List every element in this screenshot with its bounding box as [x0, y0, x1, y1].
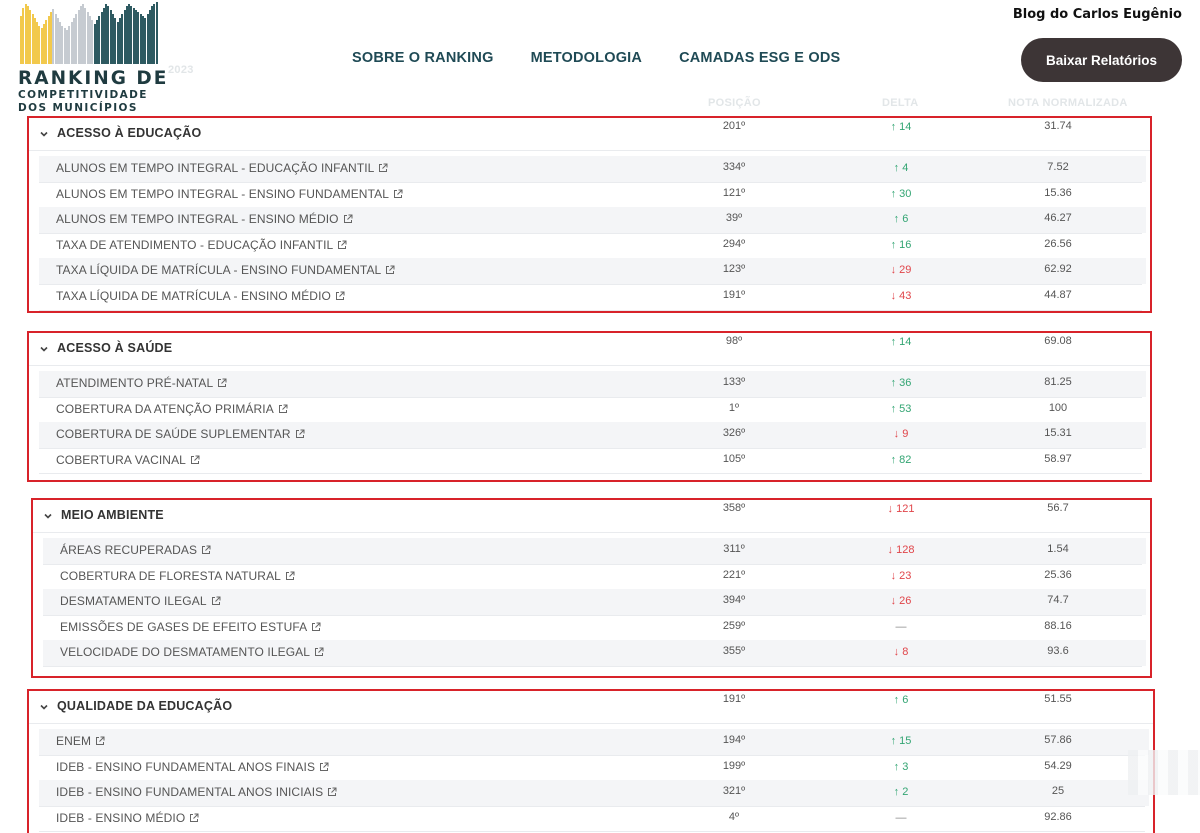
- indicator-position: 194º: [722, 734, 746, 746]
- indicator-score: 15.31: [1044, 427, 1072, 440]
- external-link-icon[interactable]: [337, 240, 347, 250]
- indicator-label: EMISSÕES DE GASES DE EFEITO ESTUFA: [60, 619, 308, 634]
- external-link-icon[interactable]: [278, 404, 288, 414]
- row-divider: [43, 666, 1142, 667]
- external-link-icon[interactable]: [378, 163, 388, 173]
- external-link-icon[interactable]: [189, 813, 199, 823]
- external-link-icon[interactable]: [217, 378, 227, 388]
- indicator-variation: [866, 786, 936, 798]
- external-link-icon[interactable]: [327, 787, 337, 797]
- arrow-down-icon: ↓: [887, 503, 894, 515]
- section-title: QUALIDADE DA EDUCAÇÃO: [57, 699, 233, 713]
- arrow-up-icon: ↑: [890, 238, 897, 251]
- indicator-variation-value: —: [895, 620, 907, 633]
- section-score: 56.7: [1047, 502, 1069, 514]
- arrow-up-icon: ↑: [893, 694, 900, 706]
- ranking-section: [27, 331, 1152, 482]
- table-row[interactable]: [39, 422, 1146, 448]
- indicator-variation: [866, 213, 936, 225]
- indicator-name[interactable]: [56, 263, 395, 277]
- indicator-score: 88.16: [1044, 619, 1072, 632]
- indicator-score: 46.27: [1044, 212, 1072, 225]
- indicator-variation-value: 2: [902, 786, 909, 799]
- indicator-position: 259º: [722, 619, 746, 632]
- indicator-variation-value: 4: [902, 162, 909, 174]
- arrow-up-icon: ↑: [893, 760, 900, 773]
- indicator-position: 311º: [723, 543, 745, 555]
- external-link-icon[interactable]: [343, 214, 353, 224]
- indicator-score: 44.87: [1044, 289, 1072, 301]
- indicator-variation-value: 36: [899, 377, 912, 389]
- indicator-label: TAXA DE ATENDIMENTO - EDUCAÇÃO INFANTIL: [56, 237, 334, 252]
- logo[interactable]: [18, 2, 169, 120]
- indicator-position: 121º: [722, 186, 746, 199]
- indicator-name[interactable]: [56, 811, 199, 825]
- chevron-down-icon[interactable]: [43, 508, 53, 518]
- logo-text: [18, 69, 168, 114]
- row-divider: [39, 473, 1142, 474]
- section-header[interactable]: [29, 691, 1153, 727]
- table-row[interactable]: [39, 729, 1149, 755]
- indicator-name[interactable]: [60, 569, 295, 583]
- indicator-variation: [866, 812, 936, 824]
- indicator-name[interactable]: [56, 427, 305, 441]
- indicator-name[interactable]: [56, 760, 329, 774]
- indicator-position: 394º: [722, 594, 746, 607]
- indicator-variation-value: 128: [896, 544, 915, 556]
- external-link-icon[interactable]: [285, 571, 295, 581]
- indicator-label: ALUNOS EM TEMPO INTEGRAL - ENSINO MÉDIO: [56, 212, 339, 227]
- nav-metodologia[interactable]: METODOLOGIA: [530, 50, 643, 66]
- indicator-name[interactable]: [56, 238, 347, 252]
- section-variation-value: 14: [899, 121, 912, 133]
- row-divider: [39, 831, 1145, 832]
- arrow-up-icon: ↑: [890, 336, 897, 348]
- table-row[interactable]: [39, 806, 1149, 832]
- external-link-icon[interactable]: [393, 189, 403, 199]
- indicator-position: 105º: [722, 452, 746, 465]
- indicator-position: 221º: [722, 568, 746, 581]
- indicator-label: COBERTURA VACINAL: [56, 452, 186, 467]
- faded-col-position: POSIÇÃO: [708, 97, 761, 109]
- indicator-score: 15.36: [1044, 186, 1072, 199]
- indicator-label: ATENDIMENTO PRÉ-NATAL: [56, 376, 214, 390]
- external-link-icon[interactable]: [190, 455, 200, 465]
- section-variation: [866, 336, 936, 348]
- indicator-variation-value: 23: [899, 569, 912, 582]
- indicator-variation: [866, 621, 936, 633]
- indicator-score: 25.36: [1044, 568, 1072, 581]
- indicator-name[interactable]: [56, 161, 388, 175]
- indicator-variation: [866, 162, 936, 174]
- indicator-variation: [866, 595, 936, 607]
- ranking-section: [31, 498, 1152, 678]
- section-divider: [29, 365, 1150, 366]
- table-row[interactable]: [39, 448, 1146, 474]
- indicator-name[interactable]: [60, 594, 221, 608]
- arrow-up-icon: ↑: [893, 786, 900, 799]
- indicator-label: TAXA LÍQUIDA DE MATRÍCULA - ENSINO FUNDAMENTAL: [56, 263, 382, 278]
- section-position: 98º: [725, 335, 743, 347]
- section-score: 51.55: [1044, 693, 1072, 705]
- indicator-label: COBERTURA DA ATENÇÃO PRIMÁRIA: [56, 401, 274, 416]
- indicator-name[interactable]: [56, 785, 337, 799]
- blog-watermark: Blog do Carlos Eugênio: [1012, 7, 1182, 22]
- indicator-name[interactable]: [60, 620, 321, 634]
- section-position: 191º: [722, 693, 746, 705]
- indicator-label: ALUNOS EM TEMPO INTEGRAL - ENSINO FUNDAMENTAL: [56, 186, 389, 201]
- indicator-position: 39º: [725, 212, 743, 225]
- indicator-label: DESMATAMENTO ILEGAL: [60, 594, 207, 609]
- indicator-variation: [866, 428, 936, 440]
- section-title: ACESSO À EDUCAÇÃO: [57, 126, 202, 140]
- indicator-variation-value: 16: [899, 238, 912, 251]
- indicator-position: 321º: [722, 785, 746, 798]
- indicator-variation-value: 3: [902, 760, 909, 773]
- table-row[interactable]: [39, 397, 1146, 423]
- table-row[interactable]: [39, 371, 1146, 397]
- indicator-variation-value: 30: [899, 187, 912, 200]
- table-row[interactable]: [43, 589, 1146, 615]
- section-divider: [29, 150, 1150, 151]
- section-variation-value: 6: [902, 694, 909, 706]
- indicator-position: 123º: [722, 263, 746, 276]
- indicator-position: 133º: [722, 376, 746, 388]
- indicator-label: ALUNOS EM TEMPO INTEGRAL - EDUCAÇÃO INFANTIL: [56, 161, 375, 175]
- indicator-variation-value: 6: [902, 213, 909, 226]
- indicator-score: 100: [1048, 401, 1068, 414]
- indicator-score: 93.6: [1047, 645, 1069, 658]
- indicator-variation-value: —: [895, 811, 907, 824]
- table-row[interactable]: [39, 156, 1146, 182]
- logo-line-1: RANKING DE: [18, 68, 169, 89]
- arrow-up-icon: ↑: [890, 377, 897, 389]
- arrow-down-icon: ↓: [890, 569, 897, 582]
- arrow-up-icon: ↑: [893, 213, 900, 226]
- section-title: MEIO AMBIENTE: [61, 508, 164, 522]
- table-row[interactable]: [43, 538, 1146, 564]
- logo-bar: [156, 2, 158, 64]
- external-link-icon[interactable]: [385, 265, 395, 275]
- indicator-variation: [866, 377, 936, 389]
- indicator-variation: [866, 403, 936, 415]
- indicator-label: IDEB - ENSINO MÉDIO: [56, 810, 186, 825]
- section-divider: [33, 532, 1150, 533]
- arrow-up-icon: ↑: [890, 187, 897, 200]
- indicator-score: 54.29: [1044, 759, 1072, 772]
- indicator-name[interactable]: [56, 187, 403, 201]
- nav-sobre-o-ranking[interactable]: SOBRE O RANKING: [352, 50, 494, 66]
- chevron-down-icon[interactable]: [39, 699, 49, 709]
- nav-camadas-esg-ods[interactable]: CAMADAS ESG E ODS: [679, 50, 841, 66]
- arrow-up-icon: ↑: [890, 121, 897, 133]
- indicator-name[interactable]: [60, 543, 211, 557]
- indicator-label: TAXA LÍQUIDA DE MATRÍCULA - ENSINO MÉDIO: [56, 289, 331, 303]
- external-link-icon[interactable]: [95, 736, 105, 746]
- section-variation: [866, 503, 936, 515]
- indicator-variation: [866, 646, 936, 658]
- indicator-score: 74.7: [1047, 594, 1069, 607]
- indicator-label: COBERTURA DE SAÚDE SUPLEMENTAR: [56, 427, 291, 442]
- indicator-score: 26.56: [1044, 237, 1072, 250]
- main-nav: [352, 50, 840, 66]
- indicator-variation-value: 82: [899, 453, 912, 466]
- indicator-position: 1º: [728, 401, 740, 414]
- table-row[interactable]: [43, 640, 1146, 666]
- indicator-name[interactable]: [56, 376, 227, 390]
- indicator-score: 25: [1051, 785, 1065, 798]
- arrow-down-icon: ↓: [890, 290, 897, 302]
- ranking-section: [27, 689, 1155, 833]
- indicator-variation-value: 15: [899, 735, 912, 747]
- logo-line-2: COMPETITIVIDADE: [18, 89, 148, 101]
- section-position: 201º: [722, 120, 746, 132]
- table-row[interactable]: [43, 564, 1146, 590]
- indicator-name[interactable]: [60, 645, 324, 659]
- indicator-score: 62.92: [1044, 263, 1072, 276]
- section-title: ACESSO À SAÚDE: [57, 341, 173, 355]
- arrow-up-icon: ↑: [890, 453, 897, 466]
- indicator-label: ENEM: [56, 734, 92, 748]
- indicator-score: 57.86: [1044, 734, 1072, 746]
- indicator-label: IDEB - ENSINO FUNDAMENTAL ANOS INICIAIS: [56, 785, 324, 800]
- section-header[interactable]: [29, 333, 1150, 369]
- section-variation: [866, 694, 936, 706]
- indicator-position: 191º: [722, 289, 746, 301]
- indicator-variation-value: 9: [902, 428, 909, 441]
- indicator-label: VELOCIDADE DO DESMATAMENTO ILEGAL: [60, 645, 311, 660]
- indicator-variation: [866, 454, 936, 466]
- indicator-variation: [866, 544, 936, 556]
- indicator-variation: [866, 239, 936, 251]
- section-score: 31.74: [1044, 120, 1072, 132]
- table-row[interactable]: [43, 615, 1146, 641]
- indicator-score: 1.54: [1047, 543, 1069, 555]
- external-link-icon[interactable]: [314, 647, 324, 657]
- table-row[interactable]: [39, 182, 1146, 208]
- indicator-position: 199º: [722, 759, 746, 772]
- table-row[interactable]: [39, 780, 1149, 806]
- indicator-position: 4º: [728, 810, 740, 823]
- ranking-section: [27, 116, 1152, 313]
- table-row[interactable]: [39, 284, 1146, 310]
- indicator-score: 81.25: [1044, 376, 1072, 388]
- arrow-down-icon: ↓: [890, 264, 897, 277]
- indicator-variation: [866, 761, 936, 773]
- section-divider: [29, 723, 1153, 724]
- external-link-icon[interactable]: [211, 596, 221, 606]
- arrow-up-icon: ↑: [890, 735, 897, 747]
- indicator-variation: [866, 188, 936, 200]
- section-header[interactable]: [29, 118, 1150, 154]
- section-variation-value: 121: [896, 503, 915, 515]
- faded-col-delta: DELTA: [882, 97, 919, 109]
- indicator-variation-value: 43: [899, 290, 912, 302]
- table-row[interactable]: [39, 207, 1146, 233]
- external-link-icon[interactable]: [311, 622, 321, 632]
- row-divider: [39, 310, 1142, 311]
- indicator-name[interactable]: [56, 289, 345, 303]
- indicator-position: 355º: [722, 645, 746, 658]
- indicator-score: 7.52: [1047, 161, 1069, 173]
- arrow-down-icon: ↓: [887, 544, 894, 556]
- table-row[interactable]: [39, 755, 1149, 781]
- external-link-icon[interactable]: [201, 545, 211, 555]
- arrow-down-icon: ↓: [890, 595, 897, 608]
- logo-bars: [20, 2, 156, 64]
- indicator-variation: [866, 264, 936, 276]
- indicator-variation: [866, 290, 936, 302]
- external-link-icon[interactable]: [335, 291, 345, 301]
- indicator-label: ÁREAS RECUPERADAS: [60, 543, 198, 557]
- indicator-variation-value: 26: [899, 595, 912, 608]
- arrow-down-icon: ↓: [893, 646, 900, 659]
- indicator-position: 326º: [722, 427, 746, 440]
- section-position: 358º: [722, 502, 746, 514]
- indicator-variation-value: 8: [902, 646, 909, 659]
- section-variation: [866, 121, 936, 133]
- indicator-variation-value: 53: [899, 402, 912, 415]
- side-decoration: [1128, 750, 1200, 795]
- download-reports-button[interactable]: Baixar Relatórios: [1021, 38, 1182, 82]
- external-link-icon[interactable]: [319, 762, 329, 772]
- section-header[interactable]: [33, 500, 1150, 536]
- arrow-up-icon: ↑: [890, 402, 897, 415]
- table-row[interactable]: [39, 258, 1146, 284]
- arrow-up-icon: ↑: [893, 162, 900, 174]
- indicator-position: 334º: [722, 161, 746, 173]
- faded-col-score: NOTA NORMALIZADA: [1008, 97, 1128, 109]
- indicator-name[interactable]: [56, 402, 288, 416]
- indicator-variation: [866, 570, 936, 582]
- header: [0, 0, 1200, 120]
- logo-line-3: DOS MUNICÍPIOS: [18, 102, 138, 114]
- indicator-variation-value: 29: [899, 264, 912, 277]
- indicator-label: IDEB - ENSINO FUNDAMENTAL ANOS FINAIS: [56, 759, 316, 774]
- indicator-name[interactable]: [56, 734, 105, 748]
- indicator-score: 58.97: [1044, 452, 1072, 465]
- indicator-name[interactable]: [56, 212, 353, 226]
- faded-year: 2023: [168, 64, 194, 76]
- external-link-icon[interactable]: [295, 429, 305, 439]
- indicator-position: 294º: [722, 237, 746, 250]
- table-row[interactable]: [39, 233, 1146, 259]
- indicator-label: COBERTURA DE FLORESTA NATURAL: [60, 568, 281, 583]
- arrow-down-icon: ↓: [893, 428, 900, 441]
- indicator-variation: [866, 735, 936, 747]
- section-variation-value: 14: [899, 336, 912, 348]
- chevron-down-icon[interactable]: [39, 126, 49, 136]
- indicator-score: 92.86: [1044, 810, 1072, 823]
- section-score: 69.08: [1044, 335, 1072, 347]
- indicator-name[interactable]: [56, 453, 200, 467]
- chevron-down-icon[interactable]: [39, 341, 49, 351]
